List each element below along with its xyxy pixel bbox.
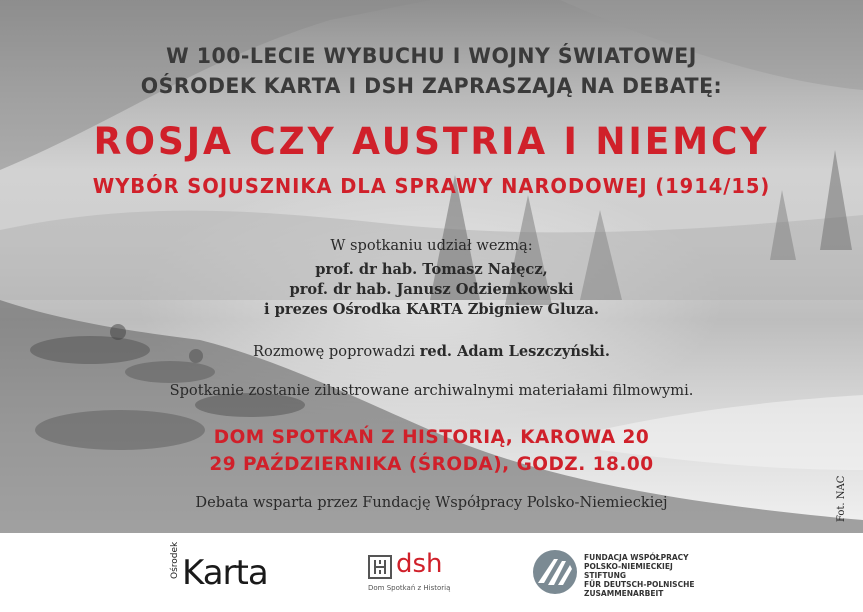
photo-credit: Fot. NAC	[836, 475, 847, 522]
header-line-2: OŚRODEK KARTA I DSH ZAPRASZAJĄ NA DEBATĘ:	[140, 74, 723, 98]
fwpn-line: POLSKO-NIEMIECKIEJ	[584, 562, 673, 571]
fwpn-line: STIFTUNG	[584, 571, 627, 580]
header-line-1: W 100-LECIE WYBUCHU I WOJNY ŚWIATOWEJ	[166, 44, 697, 68]
fwpn-line: ZUSAMMENARBEIT	[584, 589, 664, 598]
fwpn-logo	[532, 549, 732, 599]
karta-logo-text: Karta	[182, 553, 268, 593]
fwpn-emblem-icon	[532, 549, 578, 595]
venue-place: DOM SPOTKAŃ Z HISTORIĄ, KAROWA 20	[213, 426, 650, 448]
dsh-grid-icon	[368, 555, 392, 579]
support-line: Debata wsparta przez Fundację Współpracy Polsko-Niemieckiej	[195, 493, 668, 511]
karta-logo	[170, 541, 295, 596]
moderator-prefix: Rozmowę poprowadzi	[253, 342, 420, 360]
dsh-logo	[368, 549, 468, 600]
moderator-name: red. Adam Leszczyński.	[419, 342, 610, 360]
fwpn-line: FUNDACJA WSPÓŁPRACY	[584, 553, 689, 562]
illustration-note: Spotkanie zostanie zilustrowane archiwalnymi materiałami filmowymi.	[169, 381, 694, 399]
participant-1: prof. dr hab. Tomasz Nałęcz,	[315, 260, 548, 278]
participants-intro: W spotkaniu udział wezmą:	[330, 236, 533, 254]
fwpn-logo-text	[584, 553, 694, 598]
participant-2: prof. dr hab. Janusz Odziemkowski	[289, 280, 574, 298]
dsh-logo-subtitle: Dom Spotkań z Historią	[368, 584, 451, 592]
participant-3: i prezes Ośrodka KARTA Zbigniew Gluza.	[264, 300, 599, 318]
event-title: ROSJA CZY AUSTRIA I NIEMCY	[93, 120, 770, 163]
dsh-logo-text: dsh	[396, 549, 443, 579]
venue-date: 29 PAŹDZIERNIKA (ŚRODA), GODZ. 18.00	[209, 453, 654, 475]
event-subtitle: WYBÓR SOJUSZNIKA DLA SPRAWY NARODOWEJ (1914/15)	[92, 174, 771, 198]
logo-bar	[0, 533, 863, 612]
fwpn-line: FÜR DEUTSCH-POLNISCHE	[584, 580, 695, 589]
karta-logo-small-text: Ośrodek	[170, 541, 180, 579]
moderator-line	[12, 342, 852, 360]
